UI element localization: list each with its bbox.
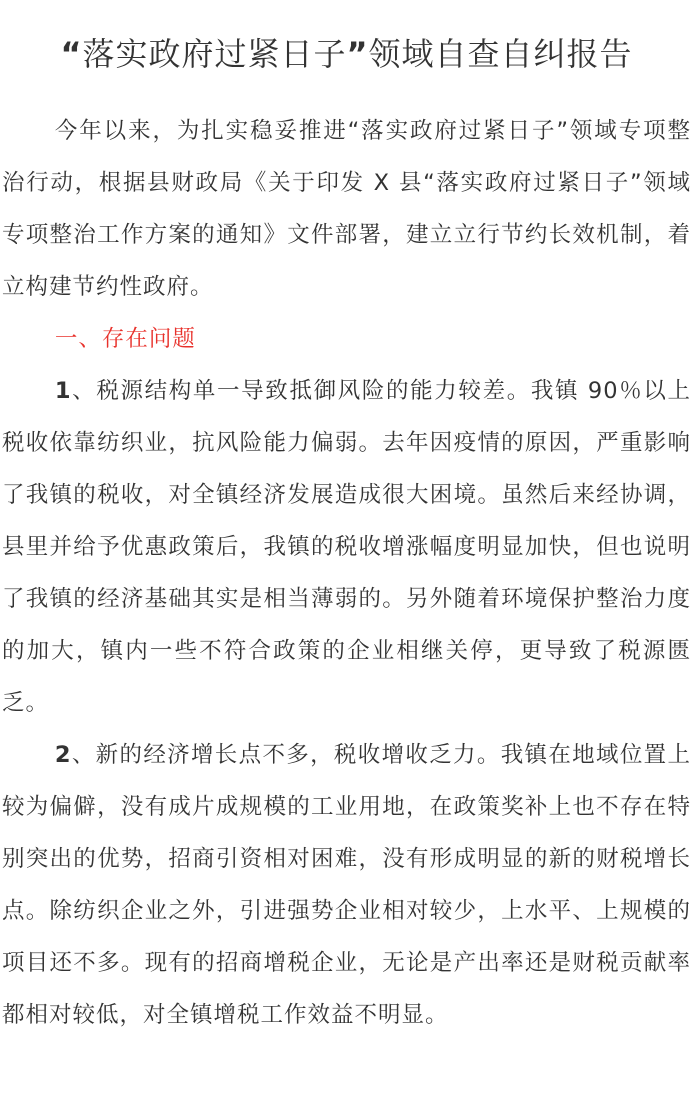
- title-rest: 领域自查自纠报告: [368, 35, 633, 73]
- item-number: 2: [54, 742, 72, 768]
- item-number: 1: [54, 378, 72, 404]
- title-open-quote: “: [60, 35, 83, 73]
- item-text: 、税源结构单一导致抵御风险的能力较差。我镇 90％以上税收依靠纺织业，抗风险能力偏弱。去年因疫情的原因，严重影响了我镇的税收，对全镇经济发展造成很大困境。虽然后来经协调，县里并给予优惠政策后，我镇的税收增涨幅度明显加快，但也说明了我镇的经济基础其实是相当薄弱的。另外随着环境保护整治力度的加大，镇内一些不符合政策的企业相继关停，更导致了税源匮乏。: [2, 378, 691, 716]
- document-body: [2, 105, 691, 1041]
- problem-item-2: [2, 729, 691, 1041]
- problem-item-1: [2, 365, 691, 729]
- title-close-quote: ”: [346, 35, 369, 73]
- document-title: [2, 0, 691, 80]
- intro-paragraph: 今年以来，为扎实稳妥推进“落实政府过紧日子”领域专项整治行动，根据县财政局《关于印发 X 县“落实政府过紧日子”领域专项整治工作方案的通知》文件部署，建立立行节约长效机制，着立构建节约性政府。: [2, 118, 691, 300]
- item-text: 、新的经济增长点不多，税收增收乏力。我镇在地域位置上较为偏僻，没有成片成规模的工业用地，在政策奖补上也不存在特别突出的优势，招商引资相对困难，没有形成明显的新的财税增长点。除纺织企业之外，引进强势企业相对较少，上水平、上规模的项目还不多。现有的招商增税企业，无论是产出率还是财税贡献率都相对较低，对全镇增税工作效益不明显。: [2, 742, 691, 1028]
- section-heading-problems: 一、存在问题: [54, 326, 196, 352]
- title-main: 落实政府过紧日子: [82, 35, 347, 73]
